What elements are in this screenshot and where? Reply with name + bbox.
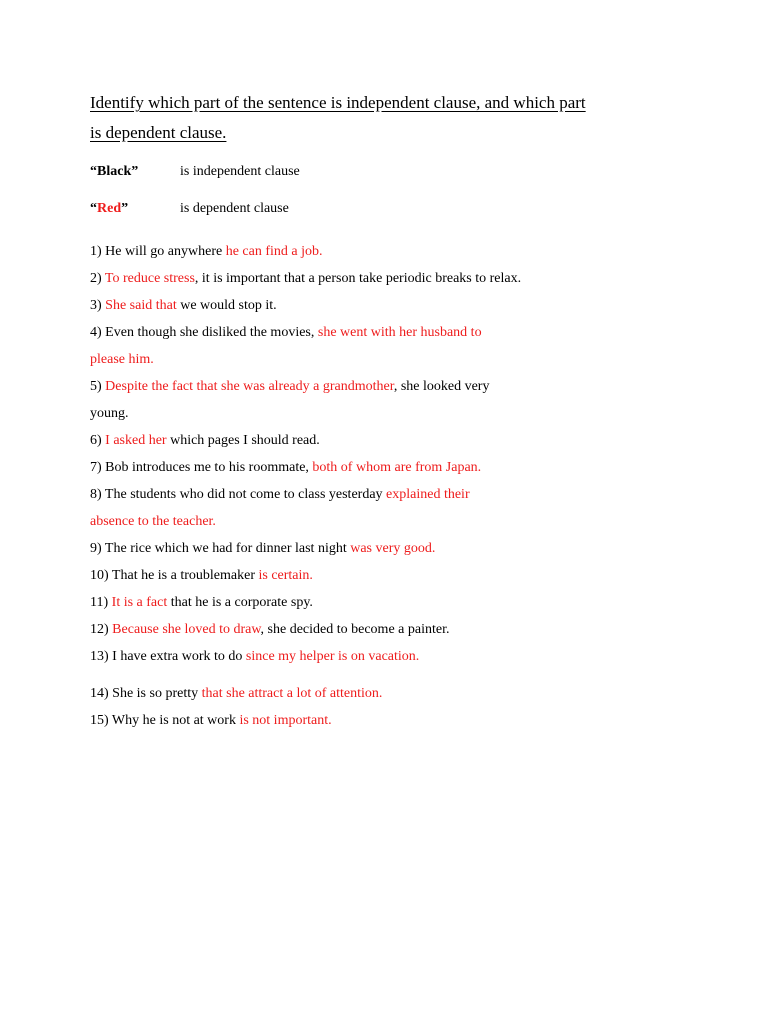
- sentence-item: [90, 616, 690, 643]
- title-line-1: Identify which part of the sentence is independent clause, and which part: [90, 93, 586, 112]
- dependent-clause: please him.: [90, 352, 154, 367]
- sentence-item: [90, 562, 690, 589]
- dependent-clause: I asked her: [105, 433, 167, 448]
- sentence-list: [90, 238, 690, 734]
- document-page: [90, 88, 690, 734]
- dependent-clause: To reduce stress: [104, 271, 195, 286]
- sentence-item: [90, 319, 690, 373]
- sentence-item: [90, 680, 690, 707]
- sentence-item: [90, 427, 690, 454]
- dependent-clause: absence to the teacher.: [90, 514, 216, 529]
- sentence-number: 2): [90, 271, 102, 286]
- legend-key-text: Red: [97, 201, 122, 216]
- dependent-clause: both of whom are from Japan.: [312, 460, 482, 475]
- sentence-number: 6): [90, 433, 102, 448]
- independent-clause: that he is a corporate spy.: [167, 595, 313, 610]
- sentence-item: [90, 707, 690, 734]
- dependent-clause: Because she loved to draw: [112, 622, 261, 637]
- legend-open-quote: “: [90, 201, 97, 216]
- sentence-item: [90, 454, 690, 481]
- independent-clause: Even though she disliked the movies,: [105, 325, 318, 340]
- independent-clause: She is so pretty: [112, 686, 202, 701]
- dependent-clause: was very good.: [350, 541, 436, 556]
- page-title: [90, 88, 690, 148]
- legend-desc-dependent: is dependent clause: [180, 201, 289, 216]
- independent-clause: , it is important that a person take periodic breaks to relax.: [194, 271, 522, 286]
- color-legend: [90, 164, 690, 238]
- legend-open-quote: “: [90, 164, 97, 179]
- legend-row-dependent: [90, 201, 690, 238]
- dependent-clause: he can find a job.: [225, 244, 323, 259]
- sentence-item: [90, 643, 690, 670]
- legend-row-independent: [90, 164, 690, 201]
- independent-clause: The rice which we had for dinner last night: [104, 541, 351, 556]
- title-line-2: is dependent clause.: [90, 123, 227, 142]
- independent-clause: I have extra work to do: [112, 649, 246, 664]
- sentence-number: 14): [90, 686, 109, 701]
- dependent-clause: It is a fact: [111, 595, 168, 610]
- independent-clause: which pages I should read.: [166, 433, 320, 448]
- independent-clause: , she decided to become a painter.: [260, 622, 450, 637]
- dependent-clause: She said that: [105, 298, 177, 313]
- independent-clause: Bob introduces me to his roommate,: [105, 460, 313, 475]
- independent-clause: young.: [90, 406, 129, 421]
- sentence-number: 12): [90, 622, 109, 637]
- legend-desc-independent: is independent clause: [180, 164, 300, 179]
- sentence-number: 8): [90, 487, 102, 502]
- independent-clause: The students who did not come to class yesterday: [104, 487, 387, 502]
- sentence-item: [90, 292, 690, 319]
- sentence-item: [90, 265, 690, 292]
- dependent-clause: is not important.: [239, 713, 332, 728]
- independent-clause: we would stop it.: [176, 298, 277, 313]
- dependent-clause: explained their: [386, 487, 470, 502]
- dependent-clause: since my helper is on vacation.: [245, 649, 420, 664]
- independent-clause: He will go anywhere: [105, 244, 226, 259]
- sentence-number: 5): [90, 379, 102, 394]
- sentence-number: 9): [90, 541, 102, 556]
- dependent-clause: that she attract a lot of attention.: [201, 686, 383, 701]
- sentence-number: 3): [90, 298, 102, 313]
- independent-clause: Why he is not at work: [111, 713, 240, 728]
- sentence-item: [90, 373, 690, 427]
- independent-clause: , she looked very: [393, 379, 490, 394]
- dependent-clause: she went with her husband to: [317, 325, 482, 340]
- sentence-number: 4): [90, 325, 102, 340]
- dependent-clause: is certain.: [258, 568, 313, 583]
- independent-clause: That he is a troublemaker: [111, 568, 259, 583]
- sentence-item: [90, 535, 690, 562]
- sentence-item: [90, 481, 690, 535]
- legend-key-red: [90, 201, 180, 217]
- sentence-number: 13): [90, 649, 109, 664]
- sentence-item: [90, 238, 690, 265]
- dependent-clause: Despite the fact that she was already a grandmother: [105, 379, 394, 394]
- legend-key-text: Black: [97, 164, 132, 179]
- legend-key-black: [90, 164, 180, 180]
- legend-close-quote: ”: [121, 201, 129, 216]
- sentence-number: 1): [90, 244, 102, 259]
- sentence-number: 7): [90, 460, 102, 475]
- sentence-item: [90, 589, 690, 616]
- sentence-number: 11): [90, 595, 109, 610]
- sentence-number: 10): [90, 568, 109, 583]
- sentence-number: 15): [90, 713, 109, 728]
- legend-close-quote: ”: [131, 164, 139, 179]
